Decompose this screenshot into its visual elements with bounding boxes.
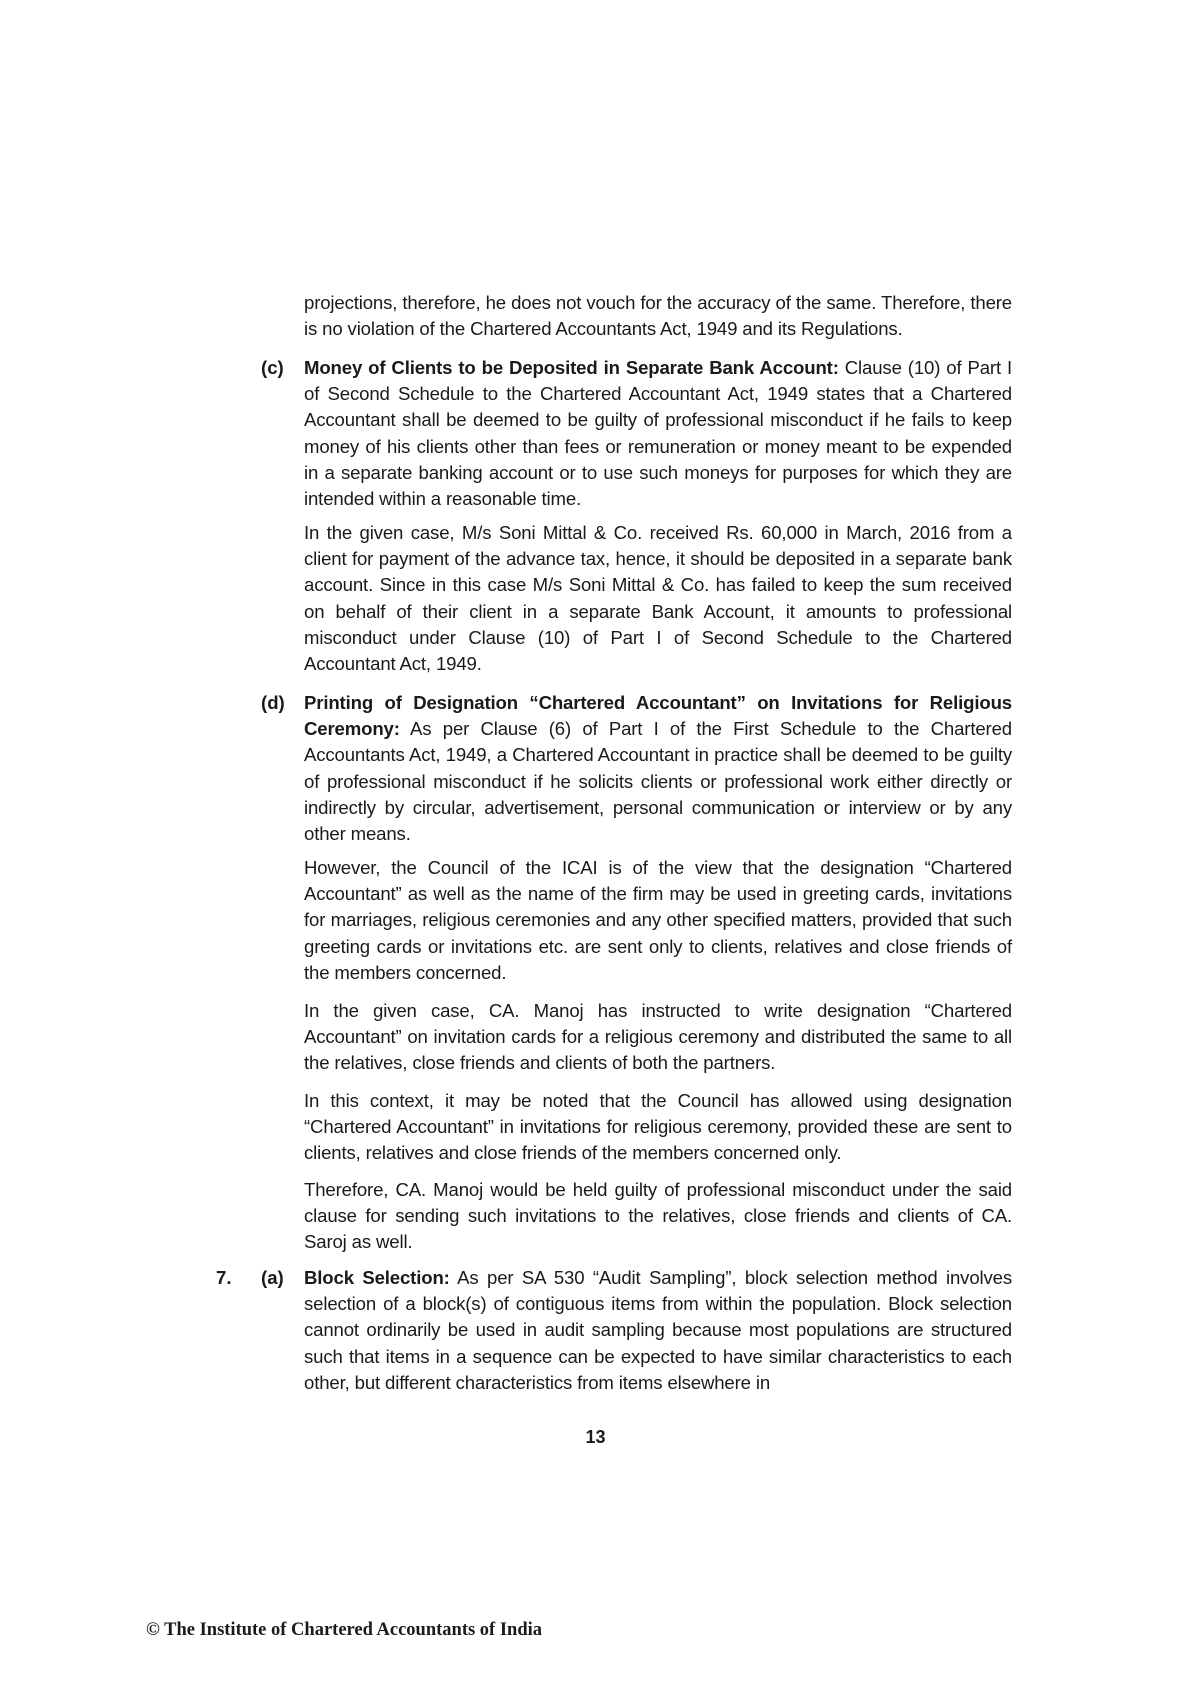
continuation-text: projections, therefore, he does not vouch for the accuracy of the same. Therefore, there is no violation of the Chartered Accountants Act, 1949 and its Regulations.	[304, 292, 1012, 340]
item-c-section-2	[304, 520, 1012, 677]
page-number: 13	[585, 1427, 606, 1447]
item-d-paragraph-3: In the given case, CA. Manoj has instructed to write designation “Chartered Accountant” on invitation cards for a religious ceremony and distributed the same to all the relatives, close friends and clients of both the partners.	[304, 1000, 1012, 1074]
continuation-paragraph	[304, 290, 1012, 342]
item-c-paragraph-1	[304, 355, 1012, 512]
item-d-paragraph-2: However, the Council of the ICAI is of the view that the designation “Chartered Accountant” as well as the name of the firm may be used in greeting cards, invitations for marriages, religious ceremonies and any other specified matters, provided that such greeting cards or invitations etc. are sent only to clients, relatives and close friends of the members concerned.	[304, 857, 1012, 983]
footer-copyright: © The Institute of Chartered Accountants of India	[146, 1620, 543, 1640]
item-d-paragraph-1	[304, 690, 1012, 847]
item-d-heading: Printing of Designation “Chartered Accountant” on Invitations for Religious Ceremony:	[304, 692, 1012, 740]
item-c-heading: Money of Clients to be Deposited in Separate Bank Account:	[304, 357, 839, 378]
item-c-section	[304, 355, 1012, 512]
item-c-paragraph-2: In the given case, M/s Soni Mittal & Co. received Rs. 60,000 in March, 2016 from a client for payment of the advance tax, hence, it should be deposited in a separate bank account. Since in this case M/s Soni Mittal & Co. has failed to keep the sum received on behalf of their client in a separate Bank Account, it amounts to professional misconduct under Clause (10) of Part I of Second Schedule to the Chartered Accountant Act, 1949.	[304, 522, 1012, 675]
question-7-a-paragraph-1	[304, 1265, 1012, 1396]
question-7-a-heading: Block Selection:	[304, 1267, 450, 1288]
question-7-a-label: (a)	[261, 1267, 284, 1288]
item-d-section	[304, 690, 1012, 847]
question-7-a-section	[304, 1265, 1012, 1396]
question-7-a-text-1: As per SA 530 “Audit Sampling”, block selection method involves selection of a block(s) of contiguous items from within the population. Block selection cannot ordinarily be used in audit sampling because most populations are structured such that items in a sequence can be expected to have similar characteristics to each other, but different characteristics from items elsewhere in	[304, 1267, 1012, 1393]
item-d-section-5	[304, 1177, 1012, 1256]
item-d-section-2	[304, 855, 1012, 986]
item-d-section-4	[304, 1088, 1012, 1167]
item-d-paragraph-5: Therefore, CA. Manoj would be held guilty of professional misconduct under the said clause for sending such invitations to the relatives, close friends and clients of CA. Saroj as well.	[304, 1179, 1012, 1253]
item-d-text-1: As per Clause (6) of Part I of the First Schedule to the Chartered Accountants Act, 1949, a Chartered Accountant in practice shall be deemed to be guilty of professional misconduct if he solicits clients or professional work either directly or indirectly by circular, advertisement, personal communication or interview or by any other means.	[304, 718, 1012, 845]
item-d-label: (d)	[261, 692, 285, 713]
item-c-text-1: Clause (10) of Part I of Second Schedule to the Chartered Accountant Act, 1949 states that a Chartered Accountant shall be deemed to be guilty of professional misconduct if he fails to keep money of his clients other than fees or remuneration or money meant to be expended in a separate banking account or to use such moneys for purposes for which they are intended within a reasonable time.	[304, 357, 1013, 510]
question-7-number: 7.	[216, 1267, 232, 1288]
item-c-label: (c)	[261, 357, 284, 378]
item-d-section-3	[304, 998, 1012, 1077]
item-d-paragraph-4: In this context, it may be noted that the Council has allowed using designation “Chartered Accountant” in invitations for religious ceremony, provided these are sent to clients, relatives and close friends of the members concerned only.	[304, 1090, 1012, 1164]
